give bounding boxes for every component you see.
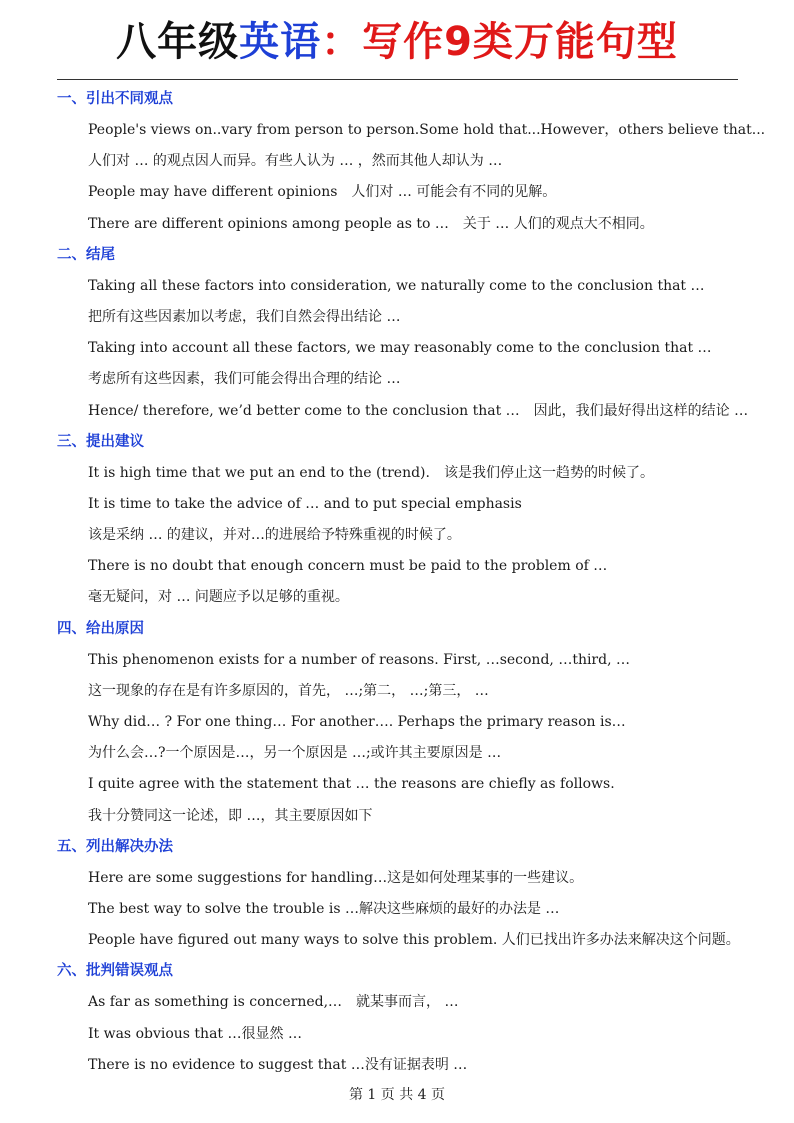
sentence-pattern: It is time to take the advice of … and to put special emphasis <box>88 495 522 512</box>
sentence-pattern: Taking into account all these factors, we may reasonably come to the conclusion that … <box>88 340 712 357</box>
section-heading: 六、批判错误观点 <box>57 963 173 980</box>
sentence-pattern: The best way to solve the trouble is …解决这些麻烦的最好的办法是 … <box>88 900 560 917</box>
sentence-pattern: There is no doubt that enough concern must be paid to the problem of … <box>88 558 608 575</box>
sentence-pattern: I quite agree with the statement that … the reasons are chiefly as follows. <box>88 776 615 793</box>
title-divider <box>57 79 738 80</box>
sentence-pattern: 毫无疑问，对 … 问题应予以足够的重视。 <box>88 589 349 606</box>
sentence-pattern: 考虑所有这些因素，我们可能会得出合理的结论 … <box>88 371 401 388</box>
section-heading: 一、引出不同观点 <box>57 91 173 107</box>
sentence-pattern: 我十分赞同这一论述，即 …，其主要原因如下 <box>88 807 373 824</box>
sentence-pattern: 为什么会…?一个原因是…，另一个原因是 …;或许其主要原因是 … <box>88 745 502 762</box>
title-topic: ：写作9类万能句型 <box>321 19 678 65</box>
document-body <box>0 86 794 1083</box>
page-number: 第 1 页 共 4 页 <box>348 1087 446 1103</box>
sentence-pattern: 人们对 … 的观点因人而异。有些人认为 … ，然而其他人却认为 … <box>88 153 503 170</box>
page-title <box>0 14 794 70</box>
sentence-pattern: Here are some suggestions for handling…这是如何处理某事的一些建议。 <box>88 869 584 886</box>
title-subject: 英语 <box>239 19 322 65</box>
sentence-pattern: 这一现象的存在是有许多原因的，首先， …;第二， …;第三， … <box>88 682 489 699</box>
sentence-pattern: Hence/ therefore, we’d better come to the conclusion that … 因此，我们最好得出这样的结论 … <box>88 402 749 419</box>
sentence-pattern: 该是采纳 … 的建议，并对…的进展给予特殊重视的时候了。 <box>88 527 461 544</box>
section-heading: 四、给出原因 <box>57 620 144 637</box>
section-heading: 二、结尾 <box>57 246 115 263</box>
sentence-pattern: 把所有这些因素加以考虑，我们自然会得出结论 … <box>88 308 401 325</box>
sentence-pattern: There is no evidence to suggest that …没有证据表明 … <box>88 1056 468 1073</box>
sentence-pattern: People may have different opinions 人们对 … 可能会有不同的见解。 <box>88 184 557 201</box>
sentence-pattern: People's views on..vary from person to person.Some hold that...However，others believe that... <box>88 122 766 138</box>
sentence-pattern: It is high time that we put an end to the (trend). 该是我们停止这一趋势的时候了。 <box>88 464 654 481</box>
sentence-pattern: As far as something is concerned,… 就某事而言， … <box>88 994 459 1011</box>
sentence-pattern: Why did… ? For one thing… For another…. Perhaps the primary reason is… <box>88 714 626 730</box>
sentence-pattern: People have figured out many ways to solve this problem. 人们已找出许多办法来解决这个问题。 <box>88 932 740 949</box>
section-heading: 五、列出解决办法 <box>57 838 173 855</box>
sentence-pattern: It was obvious that …很显然 … <box>88 1025 302 1042</box>
title-grade: 八年级 <box>116 19 240 65</box>
sentence-pattern: This phenomenon exists for a number of reasons. First, …second, …third, … <box>88 651 630 668</box>
section-heading: 三、提出建议 <box>57 433 144 450</box>
sentence-pattern: There are different opinions among people as to … 关于 … 人们的观点大不相同。 <box>88 215 654 232</box>
sentence-pattern: Taking all these factors into consideration, we naturally come to the conclusion that … <box>88 277 705 294</box>
